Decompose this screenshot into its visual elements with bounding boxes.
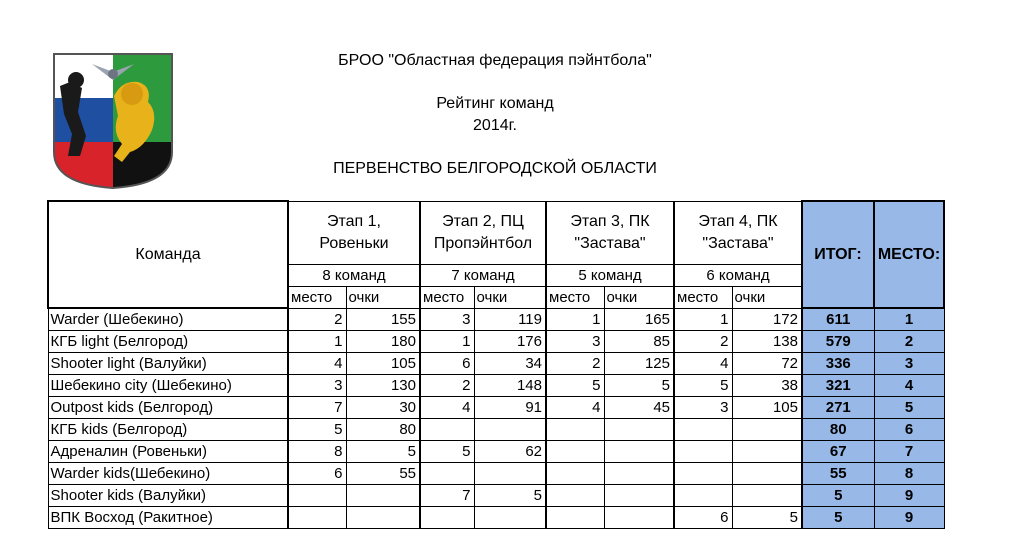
stage-points-cell: 105 — [346, 353, 420, 375]
table-row — [48, 485, 944, 507]
stage-points-cell — [474, 507, 546, 529]
stage-4-team-count: 6 команд — [674, 264, 802, 286]
table-row — [48, 397, 944, 419]
stage-place-cell — [420, 419, 474, 441]
coat-of-arms-emblem — [52, 52, 174, 190]
stage-place-cell: 4 — [546, 397, 604, 419]
stage-1-place-label: место — [288, 286, 346, 308]
stage-place-cell — [546, 441, 604, 463]
team-name-cell: Shooter light (Валуйки) — [48, 353, 288, 375]
total-points-cell: 55 — [802, 463, 874, 485]
stage-place-cell — [546, 419, 604, 441]
team-name-cell: Шебекино city (Шебекино) — [48, 375, 288, 397]
stage-points-cell: 5 — [474, 485, 546, 507]
stage-place-cell: 6 — [288, 463, 346, 485]
stage-3-points-label: очки — [604, 286, 674, 308]
table-row — [48, 507, 944, 529]
stage-points-cell — [474, 419, 546, 441]
organization-title: БРОО "Областная федерация пэйнтбола" — [338, 52, 652, 69]
total-points-cell: 5 — [802, 507, 874, 529]
total-points-cell: 321 — [802, 375, 874, 397]
stage-4-header: Этап 4, ПК "Застава" — [674, 201, 802, 264]
table-row — [48, 375, 944, 397]
rank-column-header: МЕСТО: — [874, 201, 944, 308]
rating-table — [47, 200, 945, 529]
stage-place-cell — [420, 463, 474, 485]
stage-place-cell: 7 — [420, 485, 474, 507]
table-row — [48, 308, 944, 331]
stage-points-cell: 80 — [346, 419, 420, 441]
stage-1-team-count: 8 команд — [288, 264, 420, 286]
stage-1-header: Этап 1, Ровеньки — [288, 201, 420, 264]
stage-points-cell — [732, 441, 802, 463]
stage-place-cell: 1 — [674, 308, 732, 331]
stage-place-cell: 1 — [546, 308, 604, 331]
stage-points-cell: 72 — [732, 353, 802, 375]
stage-points-cell: 5 — [604, 375, 674, 397]
total-points-cell: 67 — [802, 441, 874, 463]
stage-place-cell: 2 — [674, 331, 732, 353]
stage-points-cell — [732, 419, 802, 441]
rank-cell: 3 — [874, 353, 944, 375]
rank-cell: 5 — [874, 397, 944, 419]
rank-cell: 1 — [874, 308, 944, 331]
stage-points-cell: 34 — [474, 353, 546, 375]
table-row — [48, 463, 944, 485]
stage-2-header: Этап 2, ПЦ Пропэйнтбол — [420, 201, 546, 264]
stage-points-cell: 38 — [732, 375, 802, 397]
rank-cell: 7 — [874, 441, 944, 463]
rank-cell: 8 — [874, 463, 944, 485]
stage-4-place-label: место — [674, 286, 732, 308]
team-column-header: Команда — [48, 201, 288, 308]
stage-place-cell: 5 — [288, 419, 346, 441]
stage-place-cell — [420, 507, 474, 529]
stage-points-cell — [732, 463, 802, 485]
team-name-cell: КГБ light (Белгород) — [48, 331, 288, 353]
stage-points-cell: 85 — [604, 331, 674, 353]
total-points-cell: 611 — [802, 308, 874, 331]
stage-points-cell: 62 — [474, 441, 546, 463]
stage-place-cell: 5 — [674, 375, 732, 397]
total-points-cell: 5 — [802, 485, 874, 507]
stage-place-cell: 2 — [546, 353, 604, 375]
stage-points-cell: 148 — [474, 375, 546, 397]
stage-points-cell: 91 — [474, 397, 546, 419]
stage-2-place-label: место — [420, 286, 474, 308]
stage-points-cell: 119 — [474, 308, 546, 331]
rank-cell: 4 — [874, 375, 944, 397]
championship-title: ПЕРВЕНСТВО БЕЛГОРОДСКОЙ ОБЛАСТИ — [333, 160, 657, 177]
stage-points-cell — [474, 463, 546, 485]
stage-3-header: Этап 3, ПК "Застава" — [546, 201, 674, 264]
stage-points-cell: 45 — [604, 397, 674, 419]
stage-points-cell — [604, 485, 674, 507]
rank-cell: 6 — [874, 419, 944, 441]
stage-points-cell: 5 — [346, 441, 420, 463]
stage-place-cell: 6 — [420, 353, 474, 375]
stage-place-cell: 3 — [288, 375, 346, 397]
team-name-cell: Outpost kids (Белгород) — [48, 397, 288, 419]
stage-place-cell: 3 — [674, 397, 732, 419]
stage-place-cell: 3 — [420, 308, 474, 331]
stage-place-cell: 1 — [420, 331, 474, 353]
stage-3-place-label: место — [546, 286, 604, 308]
table-row — [48, 419, 944, 441]
team-name-cell: Warder kids(Шебекино) — [48, 463, 288, 485]
rating-title: Рейтинг команд — [436, 95, 554, 112]
stage-place-cell: 4 — [674, 353, 732, 375]
stage-points-cell: 165 — [604, 308, 674, 331]
stage-points-cell: 5 — [732, 507, 802, 529]
rank-cell: 9 — [874, 485, 944, 507]
stage-place-cell — [546, 463, 604, 485]
stage-place-cell — [288, 507, 346, 529]
table-row — [48, 331, 944, 353]
rank-cell: 2 — [874, 331, 944, 353]
stage-points-cell — [604, 507, 674, 529]
stage-points-cell: 155 — [346, 308, 420, 331]
stage-1-points-label: очки — [346, 286, 420, 308]
stage-place-cell: 6 — [674, 507, 732, 529]
total-points-cell: 336 — [802, 353, 874, 375]
stage-place-cell: 5 — [420, 441, 474, 463]
table-row — [48, 353, 944, 375]
stage-place-cell: 1 — [288, 331, 346, 353]
stage-place-cell — [546, 507, 604, 529]
stage-place-cell: 5 — [546, 375, 604, 397]
stage-points-cell: 172 — [732, 308, 802, 331]
stage-place-cell: 4 — [420, 397, 474, 419]
stage-points-cell: 176 — [474, 331, 546, 353]
stage-place-cell: 2 — [420, 375, 474, 397]
stage-points-cell: 30 — [346, 397, 420, 419]
total-points-cell: 579 — [802, 331, 874, 353]
stage-place-cell — [674, 463, 732, 485]
stage-points-cell — [604, 463, 674, 485]
stage-place-cell: 4 — [288, 353, 346, 375]
stage-place-cell — [674, 441, 732, 463]
total-column-header: ИТОГ: — [802, 201, 874, 308]
rank-cell: 9 — [874, 507, 944, 529]
stage-place-cell: 7 — [288, 397, 346, 419]
stage-points-cell: 55 — [346, 463, 420, 485]
stage-points-cell: 138 — [732, 331, 802, 353]
stage-points-cell: 105 — [732, 397, 802, 419]
stage-place-cell — [674, 485, 732, 507]
rating-year: 2014г. — [473, 117, 517, 134]
team-name-cell: Shooter kids (Валуйки) — [48, 485, 288, 507]
stage-points-cell — [346, 485, 420, 507]
total-points-cell: 271 — [802, 397, 874, 419]
team-name-cell: ВПК Восход (Ракитное) — [48, 507, 288, 529]
stage-points-cell — [604, 441, 674, 463]
team-name-cell: Warder (Шебекино) — [48, 308, 288, 331]
stage-3-team-count: 5 команд — [546, 264, 674, 286]
stage-place-cell: 3 — [546, 331, 604, 353]
stage-points-cell — [346, 507, 420, 529]
stage-points-cell: 180 — [346, 331, 420, 353]
team-name-cell: КГБ kids (Белгород) — [48, 419, 288, 441]
stage-points-cell: 125 — [604, 353, 674, 375]
stage-points-cell — [604, 419, 674, 441]
stage-2-points-label: очки — [474, 286, 546, 308]
stage-place-cell — [546, 485, 604, 507]
stage-2-team-count: 7 команд — [420, 264, 546, 286]
stage-4-points-label: очки — [732, 286, 802, 308]
stage-points-cell — [732, 485, 802, 507]
stage-points-cell: 130 — [346, 375, 420, 397]
stage-place-cell: 2 — [288, 308, 346, 331]
stage-place-cell: 8 — [288, 441, 346, 463]
stage-place-cell — [674, 419, 732, 441]
stage-place-cell — [288, 485, 346, 507]
team-name-cell: Адреналин (Ровеньки) — [48, 441, 288, 463]
total-points-cell: 80 — [802, 419, 874, 441]
table-row — [48, 441, 944, 463]
